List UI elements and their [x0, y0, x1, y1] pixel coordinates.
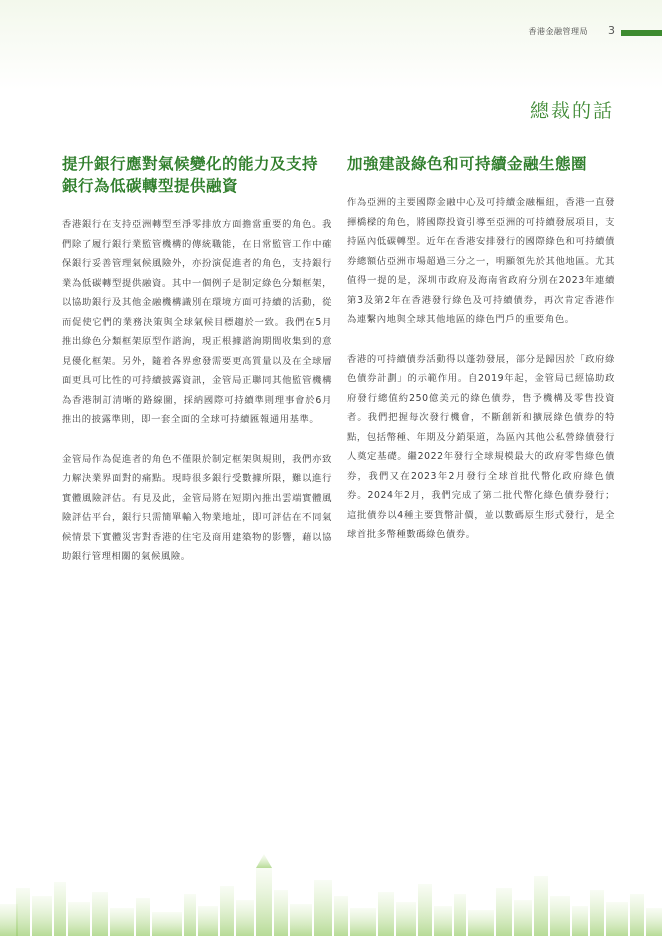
city-skyline-icon: [0, 846, 662, 936]
section-title: 總裁的話: [529, 100, 614, 122]
right-paragraph-2: 香港的可持續債券活動得以蓬勃發展，部分是歸因於「政府綠色債券計劃」的示範作用。自2019年起，金管局已經協助政府發行總值約250億美元的綠色債券，售予機構及零售投資者。我們把握每次發行機會，不斷創新和擴展綠色債券的特點，包括幣種、年期及分銷渠道，為區內其他公私營綠債發行人奠定基礎。繼2022年發行全球規模最大的政府零售綠色債券，我們又在2023年2月發行全球首批代幣化政府綠色債券。2024年2月，我們完成了第二批代幣化綠色債券發行；這批債券以4種主要貨幣計價，並以數碼原生形式發行，是全球首批多幣種數碼綠色債券。: [347, 353, 615, 540]
right-column-heading: 加強建設綠色和可持續金融生態圈: [347, 154, 588, 173]
left-paragraph-2: 金管局作為促進者的角色不僅限於制定框架與規則，我們亦致力解決業界面對的痛點。現時很多銀行受數據所限，難以進行實體風險評估。有見及此，金管局將在短期內推出雲端實體風險評估平台，銀行只需簡單輸入物業地址，即可評估在不同氣候情景下實體災害對香港的住宅及商用建築物的影響，藉以協助銀行管理相關的氣候風險。: [62, 453, 332, 562]
page-number: 3: [608, 24, 615, 37]
left-column: [62, 153, 332, 587]
right-column: [347, 153, 615, 565]
header-accent-bar: [621, 30, 662, 36]
left-paragraph-1: 香港銀行在支持亞洲轉型至淨零排放方面擔當重要的角色。我們除了履行銀行業監管機構的傳統職能，在日常監管工作中確保銀行妥善管理氣候風險外，亦扮演促進者的角色，支持銀行業為低碳轉型提供融資。其中一個例子是制定綠色分類框架，以協助銀行及其他金融機構識別在環境方面可持續的活動，從而促使它們的業務決策與全球氣候目標趨於一致。我們在5月推出綠色分類框架原型作諮詢，現正根據諮詢期間收集到的意見優化框架。另外，隨着各界愈發需要更高質量以及在全球層面更具可比性的可持續披露資訊，金管局正聯同其他監管機構為香港制訂清晰的路線圖，採納國際可持續準則理事會於6月推出的披露準則，即一套全面的全球可持續匯報通用基準。: [62, 219, 332, 425]
left-column-heading: 提升銀行應對氣候變化的能力及支持銀行為低碳轉型提供融資: [62, 154, 319, 195]
header-background: [0, 0, 662, 90]
header-org-name: 香港金融管理局: [528, 27, 588, 36]
right-paragraph-1: 作為亞洲的主要國際金融中心及可持續金融樞紐，香港一直發揮橋樑的角色，將國際投資引導至亞洲的可持續發展項目，支持區內低碳轉型。近年在香港安排發行的國際綠色和可持續債券總額佔亞洲市場超過三分之一，明顯領先於其他地區。尤其值得一提的是，深圳市政府及海南省政府分別在2023年連續第3及第2年在香港發行綠色及可持續債券，再次肯定香港作為連繫內地與全球其他地區的綠色門戶的重要角色。: [347, 197, 615, 325]
